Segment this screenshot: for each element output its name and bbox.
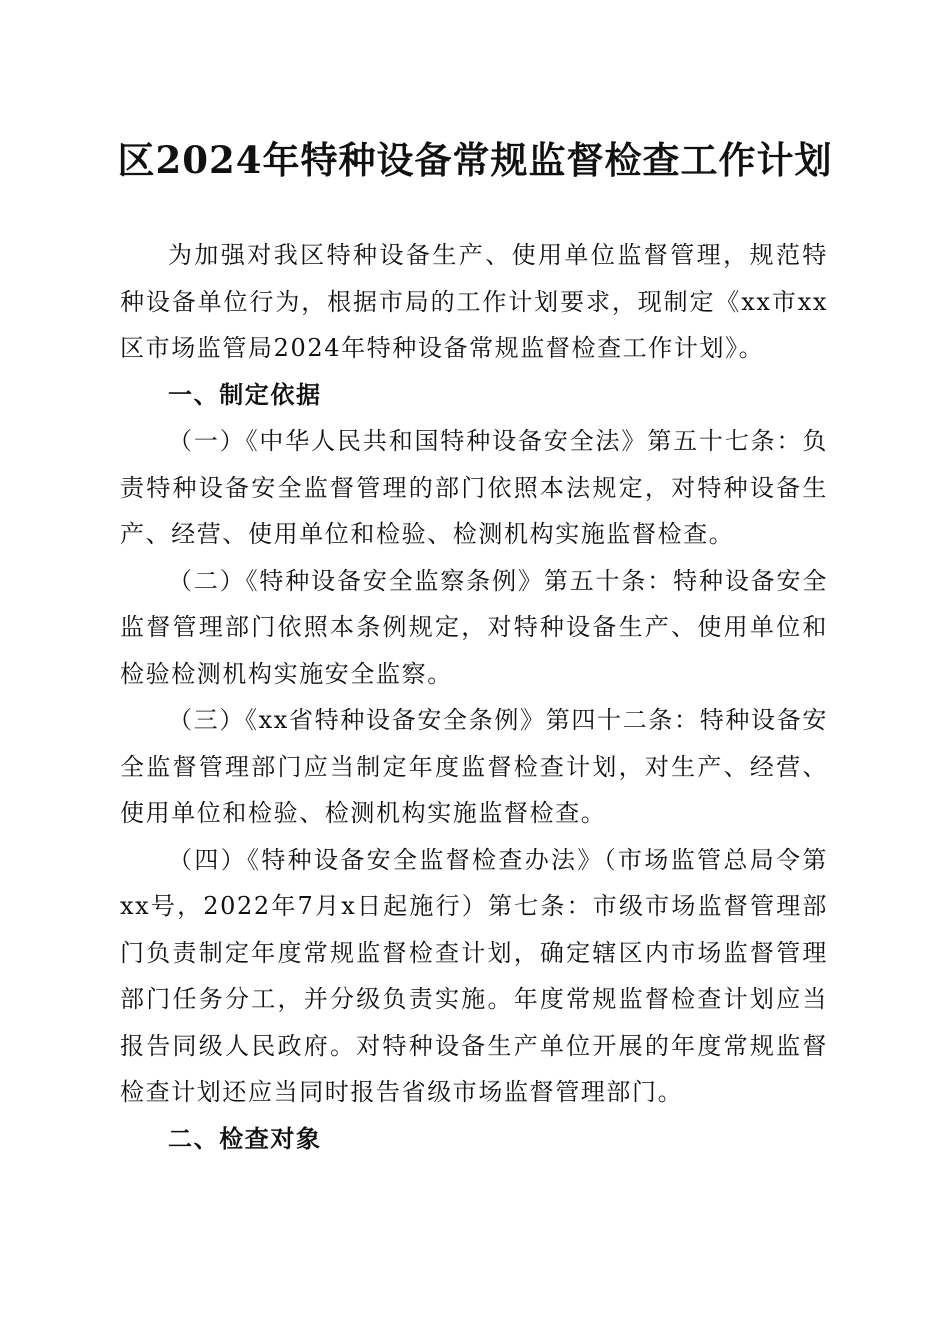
basis-item-4: （四）《特种设备安全监督检查办法》（市场监管总局令第xx号，2022年7月x日起施行）第七条：市级市场监督管理部门负责制定年度常规监督检查计划，确定辖区内市场监督管理部门任务分工，并分级负责实施。年度常规监督检查计划应当报告同级人民政府。对特种设备生产单位开展的年度常规监督检查计划还应当同时报告省级市场监督管理部门。 xyxy=(120,845,828,1106)
basis-item-3: （三）《xx省特种设备安全条例》第四十二条：特种设备安全监督管理部门应当制定年度监督检查计划，对生产、经营、使用单位和检验、检测机构实施监督检查。 xyxy=(120,706,828,827)
section-heading-basis: 一、制定依据 xyxy=(168,380,322,409)
basis-item-2: （二）《特种设备安全监察条例》第五十条：特种设备安全监督管理部门依照本条例规定，对特种设备生产、使用单位和检验检测机构实施安全监察。 xyxy=(120,566,828,688)
basis-item-1: （一）《中华人民共和国特种设备安全法》第五十七条：负责特种设备安全监督管理的部门依照本法规定，对特种设备生产、经营、使用单位和检验、检测机构实施监督检查。 xyxy=(120,427,828,548)
intro-paragraph: 为加强对我区特种设备生产、使用单位监督管理，规范特种设备单位行为，根据市局的工作计划要求，现制定《xx市xx区市场监管局2024年特种设备常规监督检查工作计划》。 xyxy=(120,241,828,362)
document-title: 区2024年特种设备常规监督检查工作计划 xyxy=(117,138,833,182)
document-body xyxy=(120,232,828,1162)
section-heading-targets: 二、检查对象 xyxy=(168,1124,322,1153)
